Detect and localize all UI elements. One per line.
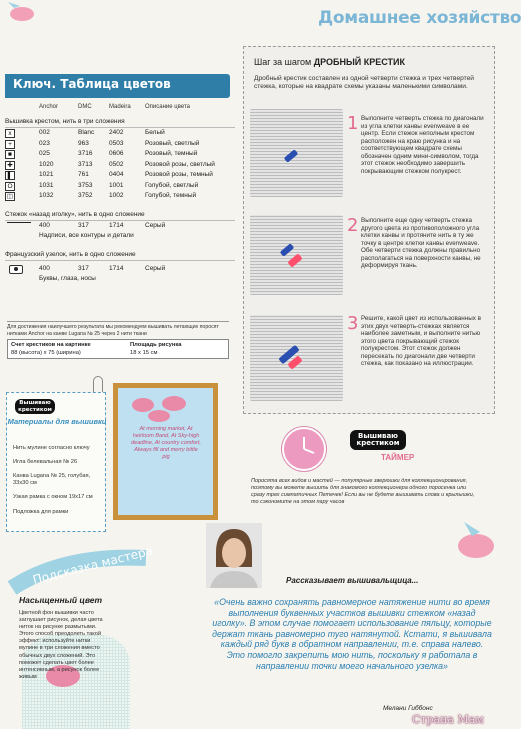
anchor-code: 400 bbox=[39, 221, 50, 229]
color-desc: Голубой, светлый bbox=[145, 181, 199, 189]
color-key-table bbox=[5, 104, 235, 285]
madeira-code: 1714 bbox=[109, 264, 124, 272]
pig-motif bbox=[148, 410, 170, 422]
step-by-step-box bbox=[243, 46, 495, 414]
key-row bbox=[5, 221, 235, 232]
symbol-white: x bbox=[5, 129, 15, 138]
anchor-code: 400 bbox=[39, 264, 50, 272]
area-value: 18 x 15 см bbox=[130, 350, 158, 356]
anchor-code: 002 bbox=[39, 129, 50, 136]
step-2-photo bbox=[250, 215, 343, 295]
step-3-photo bbox=[250, 315, 343, 401]
color-desc: Розовой розы, светлый bbox=[145, 160, 215, 168]
key-row bbox=[5, 128, 235, 139]
backstitch-heading: Стежок «назад иголку», нить в одно сложение bbox=[5, 211, 235, 221]
madeira-code: 1002 bbox=[109, 192, 124, 199]
step-text: Решите, какой цвет из использованных в этих двух четверть-стежках является наиболее заметным, и выполните нитью этого цвета покрывающий стежок полукрестом. Этот стежок должен пересекать по диагонали две четверти стежка, как показано на иллюстрации. bbox=[361, 315, 481, 367]
madeira-code: 1714 bbox=[109, 221, 124, 229]
key-title: Ключ. Таблица цветов bbox=[13, 77, 171, 91]
column-description: Описание цвета bbox=[145, 104, 190, 110]
key-banner bbox=[5, 74, 230, 98]
color-desc: Розовой розы, темный bbox=[145, 171, 213, 178]
color-desc: Серый bbox=[145, 221, 166, 229]
color-desc: Розовый, темный bbox=[145, 150, 198, 157]
embroidery-canvas bbox=[118, 388, 213, 515]
quote-text: «Очень важно сохранять равномерное натяжение нити во время выполнения буквенных участков вышивки стежком «назад иголку». В этом случае помогает использование пяльцу, которые держат ткань равномерно туго натянутой. Кстати, я вышивала каждый ряд букв в обратном направлении, т.е. справа налево. Это помогло закрепить мою нить, поскольку я работала в направлении точки моего начального узелка» bbox=[212, 597, 492, 671]
anchor-code: 1021 bbox=[39, 171, 54, 178]
material-item: Канва Lugana № 25, голубая, 33x30 см bbox=[13, 473, 91, 486]
key-row bbox=[5, 139, 235, 150]
color-desc: Голубой, темный bbox=[145, 192, 197, 199]
key-row bbox=[5, 181, 235, 192]
dmc-code: 963 bbox=[78, 139, 89, 147]
flying-pig-icon bbox=[0, 0, 50, 50]
pig-motif bbox=[162, 396, 186, 411]
symbol-rose-dark: ▌ bbox=[5, 171, 15, 180]
anchor-code: 1032 bbox=[39, 192, 54, 199]
column-madeira: Madeira bbox=[109, 104, 131, 110]
dmc-code: 3713 bbox=[78, 160, 93, 168]
french-knot-icon bbox=[9, 265, 23, 274]
steps-title-main: ДРОБНЫЙ КРЕСТИК bbox=[313, 57, 405, 67]
framed-embroidery-image bbox=[113, 383, 218, 520]
key-row bbox=[5, 160, 235, 171]
symbol-blue-light: O bbox=[5, 182, 15, 191]
color-desc: Белый bbox=[145, 129, 165, 136]
key-row bbox=[5, 170, 235, 181]
symbol-blue-dark: ◫ bbox=[6, 193, 14, 200]
dmc-code: 317 bbox=[78, 264, 89, 272]
step-1-photo bbox=[250, 109, 343, 197]
key-column-headers bbox=[5, 104, 235, 114]
materials-title: Материалы для вышивки bbox=[7, 417, 107, 426]
dmc-code: 317 bbox=[78, 221, 89, 229]
anchor-code: 1020 bbox=[39, 160, 54, 168]
madeira-code: 0502 bbox=[109, 160, 124, 168]
tip-ribbon-text: Подсказка мастера bbox=[31, 543, 155, 587]
steps-title bbox=[254, 57, 405, 67]
timer-label: ТАЙМЕР bbox=[381, 453, 415, 462]
count-value: 88 (высота) x 75 (ширина) bbox=[11, 350, 81, 356]
section-title: Домашнее хозяйство bbox=[318, 8, 521, 28]
magazine-logo: Вышиваю крестиком bbox=[15, 399, 55, 414]
usage-text: Буквы, глаза, носы bbox=[39, 275, 96, 282]
madeira-code: 0503 bbox=[109, 139, 124, 147]
pig-motif bbox=[132, 398, 154, 412]
stitch-mark bbox=[284, 149, 299, 163]
madeira-code: 0606 bbox=[109, 150, 124, 157]
steps-intro: Дробный крестик составлен из одной четверти стежка и трех четвертей стежка, которые на квадрате схемы указаны маленькими символами. bbox=[254, 75, 474, 91]
color-desc: Розовый, светлый bbox=[145, 139, 200, 147]
step-number: 3 bbox=[347, 313, 359, 334]
key-row bbox=[5, 191, 235, 202]
material-item: Игла белевальная № 26 bbox=[13, 459, 78, 465]
dmc-code: 3716 bbox=[78, 150, 93, 157]
material-item: Нить мулине согласно ключу bbox=[13, 445, 90, 451]
tip-text: Цветной фон вышивки часто заглушает рисунок, делая цвета ниток на рисунке размытыми. Этого способ преодолеть такой эффект: используйте нитки мулине в три сложения вместо обычных двух сложений. Это поможет сделать цвет более интенсивным, а рисунок более живым bbox=[19, 610, 103, 680]
site-watermark: Страна Мам bbox=[412, 713, 484, 726]
symbol-rose-light: ✚ bbox=[5, 161, 15, 170]
column-dmc: DMC bbox=[78, 104, 92, 110]
symbol-pink-light: + bbox=[5, 140, 15, 149]
stitch-mark bbox=[280, 243, 295, 257]
dmc-code: 3752 bbox=[78, 192, 93, 199]
dimensions-box bbox=[7, 339, 229, 359]
timer-text: Поросята всех видов и мастей — популярные зверюшки для коллекционирования, поэтому вы можете вышить для знакомого коллекционера одного поросенка или сразу трех симпатичных Петечек! Если вы не будете вышивать слова и крылышки, то сэкономите на этом пару часов bbox=[251, 478, 475, 505]
quote-author: Мелани Гиббонс bbox=[383, 705, 433, 712]
column-anchor: Anchor bbox=[39, 104, 59, 110]
fabric-note: Для достижения наилучшего результата мы рекомендуем вышивать летающих поросят нитками Anchor на канве Lugana № 25 через 2 нити ткани bbox=[7, 321, 229, 338]
area-label: Площадь рисунка bbox=[130, 342, 182, 348]
anchor-code: 1031 bbox=[39, 181, 54, 189]
quote-lead: Рассказывает вышивальщица... bbox=[286, 576, 419, 585]
key-row bbox=[5, 149, 235, 160]
key-row-usage bbox=[5, 231, 235, 242]
tip-title: Насыщенный цвет bbox=[19, 595, 103, 605]
color-desc: Серый bbox=[145, 264, 166, 272]
anchor-code: 025 bbox=[39, 150, 50, 157]
step-number: 1 bbox=[347, 113, 359, 134]
steps-title-prefix: Шаг за шагом bbox=[254, 57, 312, 67]
materials-box bbox=[6, 392, 106, 532]
step-text: Выполните еще одну четверть стежка другого цвета из противоположного угла клетки канвы и протяните нить в ту же точку в центре клетки канвы evenweave. Обе четверти стежка должны правильно располагаться на поверхности канвы, не деформируя ткань. bbox=[361, 217, 481, 269]
count-label: Счет крестиков на картинке bbox=[11, 342, 91, 348]
key-row bbox=[5, 264, 235, 275]
cross-stitch-heading: Вышивка крестом, нить в три сложения bbox=[5, 118, 235, 128]
madeira-code: 2402 bbox=[109, 129, 124, 136]
backstitch-line-icon bbox=[7, 222, 31, 224]
clock-icon bbox=[282, 427, 326, 471]
embroidered-verse: At morning market, At heirloom Band, At Sky-high deadline, At country comfort, Always fill and merry bittle pig bbox=[131, 426, 201, 460]
symbol-pink-dark: ■ bbox=[5, 150, 15, 159]
key-row-usage bbox=[5, 274, 235, 285]
madeira-code: 0404 bbox=[109, 171, 124, 178]
dmc-code: Blanc bbox=[78, 129, 95, 136]
step-text: Выполните четверть стежка по диагонали из угла клетки канвы evenweave в ее центр. Если стежок неполным крестом расположен на краю рисунка и на соответствующем квадрате схемы обозначен одним мини-символом, тогда этот стежок необходимо завершить покрывающим стежком полукрест. bbox=[361, 115, 484, 175]
dmc-code: 761 bbox=[78, 171, 89, 178]
flying-pig-icon bbox=[450, 520, 498, 562]
usage-text: Надписи, все контуры и детали bbox=[39, 232, 134, 239]
material-item: Узкая рамка с окном 19x17 см bbox=[13, 494, 93, 500]
french-knot-heading: Французский узелок, нить в одно сложение bbox=[5, 251, 235, 261]
timer-logo: Вышиваю крестиком bbox=[350, 430, 406, 450]
stitch-mark bbox=[287, 253, 302, 267]
madeira-code: 1001 bbox=[109, 181, 124, 189]
material-item: Подложка для рамки bbox=[13, 509, 69, 515]
author-portrait bbox=[206, 523, 262, 588]
step-number: 2 bbox=[347, 215, 359, 236]
anchor-code: 023 bbox=[39, 139, 50, 147]
dmc-code: 3753 bbox=[78, 181, 93, 189]
